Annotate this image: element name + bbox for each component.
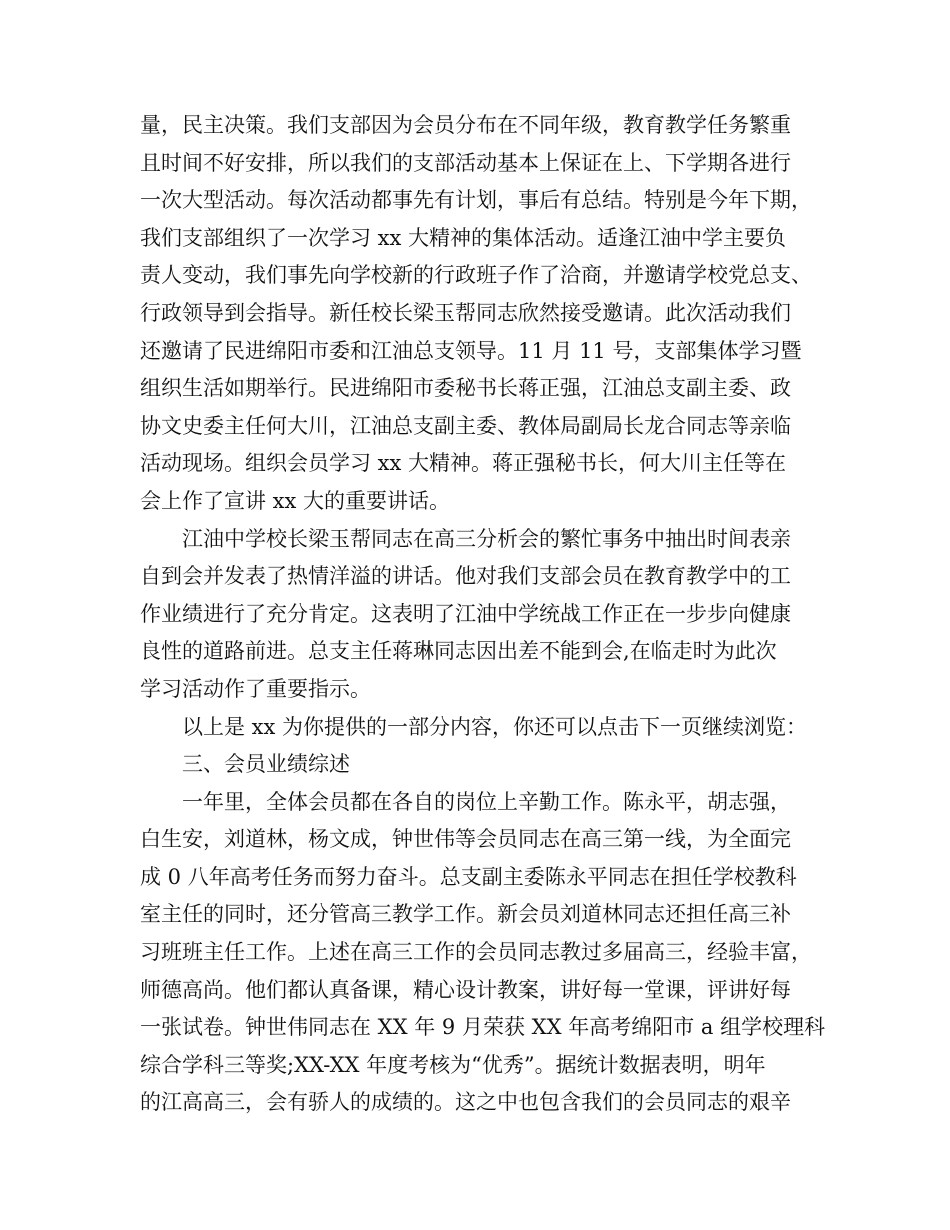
text-line: 我们支部组织了一次学习 xx 大精神的集体活动。适逢江油中学主要负: [140, 225, 787, 250]
paragraph-start-line: 以上是 xx 为你提供的一部分内容，你还可以点击下一页继续浏览：: [182, 714, 808, 739]
paragraph-start-line: 一年里，全体会员都在各自的岗位上辛勤工作。陈永平，胡志强，: [182, 789, 791, 814]
text-line: 综合学科三等奖;XX-XX 年度考核为“优秀”。据统计数据表明，明年: [140, 1052, 766, 1077]
text-line: 且时间不好安排，所以我们的支部活动基本上保证在上、下学期各进行: [140, 150, 791, 175]
text-line: 师德高尚。他们都认真备课，精心设计教案，讲好每一堂课，评讲好每: [140, 977, 791, 1002]
text-line: 量，民主决策。我们支部因为会员分布在不同年级，教育教学任务繁重: [140, 113, 791, 137]
text-line: 一次大型活动。每次活动都事先有计划，事后有总结。特别是今年下期，: [140, 188, 812, 213]
text-line: 习班班主任工作。上述在高三工作的会员同志教过多届高三，经验丰富，: [140, 940, 812, 965]
text-line: 组织生活如期举行。民进绵阳市委秘书长蒋正强，江油总支副主委、政: [140, 376, 791, 401]
paragraph-start-line: 江油中学校长梁玉帮同志在高三分析会的繁忙事务中抽出时间表亲: [182, 526, 791, 551]
section-heading: 三、会员业绩综述: [182, 752, 350, 777]
text-line: 白生安，刘道林，杨文成，钟世伟等会员同志在高三第一线，为全面完: [140, 827, 791, 852]
text-line: 责人变动，我们事先向学校新的行政班子作了洽商，并邀请学校党总支、: [140, 263, 812, 288]
text-line: 成 0 八年高考任务而努力奋斗。总支副主委陈永平同志在担任学校教科: [140, 864, 797, 889]
text-line: 行政领导到会指导。新任校长梁玉帮同志欣然接受邀请。此次活动我们: [140, 300, 791, 325]
body-text: [140, 107, 830, 1122]
text-line: 活动现场。组织会员学习 xx 大精神。蒋正强秘书长，何大川主任等在: [140, 451, 787, 476]
text-line: 还邀请了民进绵阳市委和江油总支领导。11 月 11 号，支部集体学习暨: [140, 338, 802, 363]
text-line: 学习活动作了重要指示。: [140, 676, 371, 701]
text-line: 协文史委主任何大川，江油总支副主委、教体局副局长龙合同志等亲临: [140, 413, 791, 438]
text-line: 的江高高三，会有骄人的成绩的。这之中也包含我们的会员同志的艰辛: [140, 1090, 791, 1115]
text-line: 室主任的同时，还分管高三教学工作。新会员刘道林同志还担任高三补: [140, 902, 791, 927]
text-line: 会上作了宣讲 xx 大的重要讲话。: [140, 488, 451, 513]
text-line: 作业绩进行了充分肯定。这表明了江油中学统战工作正在一步步向健康: [140, 601, 791, 626]
text-line: 良性的道路前进。总支主任蒋琳同志因出差不能到会,在临走时为此次: [140, 639, 777, 664]
text-line: 自到会并发表了热情洋溢的讲话。他对我们支部会员在教育教学中的工: [140, 564, 791, 589]
text-line: 一张试卷。钟世伟同志在 XX 年 9 月荣获 XX 年高考绵阳市 a 组学校理科: [140, 1015, 826, 1040]
